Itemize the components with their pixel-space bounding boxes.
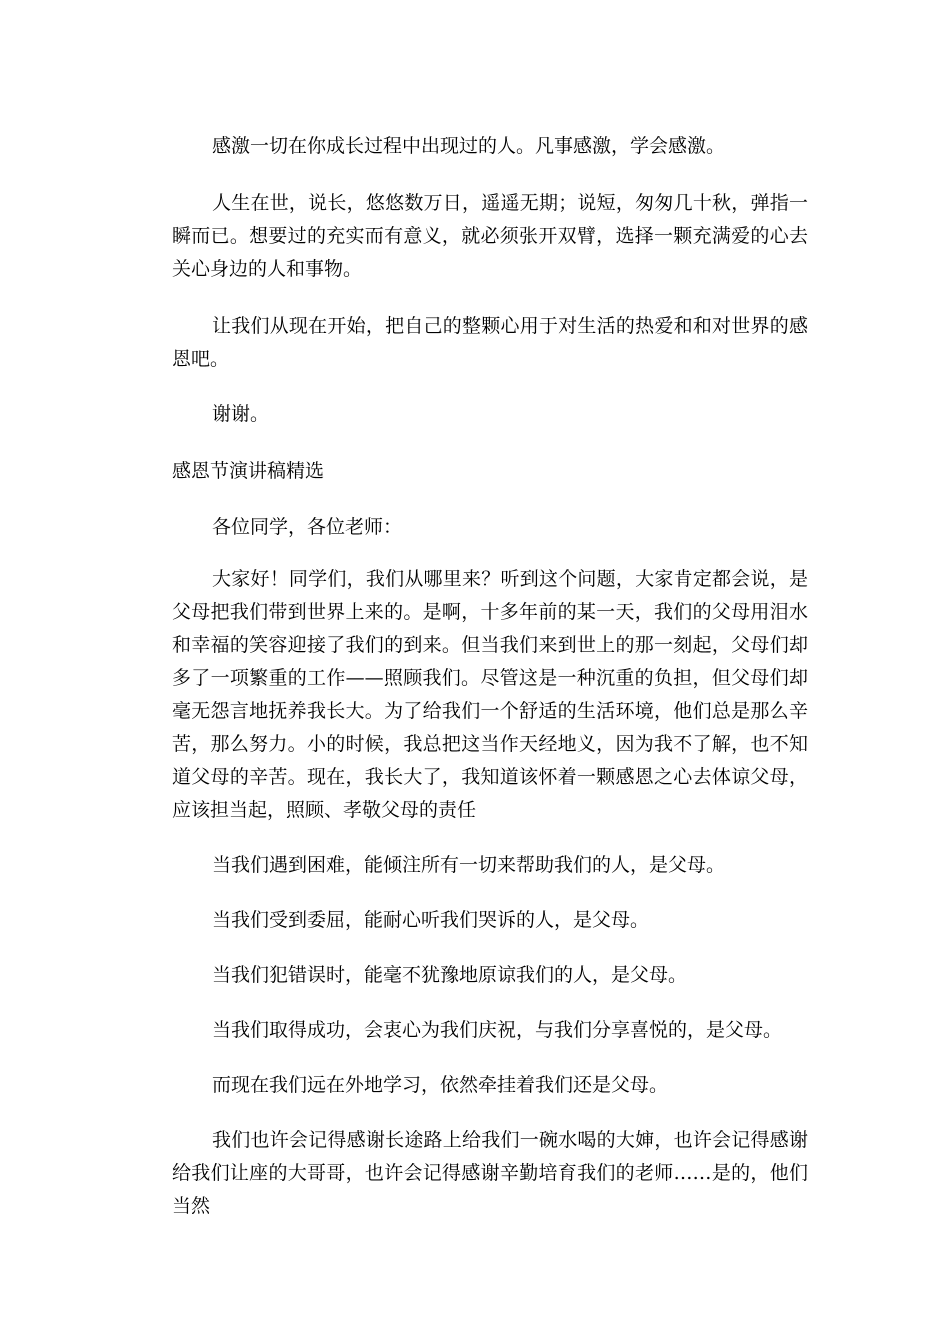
section-heading: 感恩节演讲稿精选 — [172, 460, 325, 482]
paragraph-parents-mistake: 当我们犯错误时，能毫不犹豫地原谅我们的人，是父母。 — [212, 964, 688, 986]
paragraph-parents-main: 大家好！同学们，我们从哪里来？听到这个问题，大家肯定都会说，是父母把我们带到世界上来的。是啊，十多年前的某一天，我们的父母用泪水和幸福的笑容迎接了我们的到来。但当我们来到世上的那一刻起，父母们却多了一项繁重的工作——照顾我们。尽管这是一种沉重的负担，但父母们却毫无怨言地抚养我长大。为了给我们一个舒适的生活环境，他们总是那么辛苦，那么努力。小的时候，我总把这当作天经地义，因为我不了解，也不知道父母的辛苦。现在，我长大了，我知道该怀着一颗感恩之心去体谅父母，应该担当起，照顾、孝敬父母的责任 — [172, 568, 808, 821]
paragraph-start-now: 让我们从现在开始，把自己的整颗心用于对生活的热爱和和对世界的感恩吧。 — [172, 315, 808, 370]
paragraph-thanks: 谢谢。 — [212, 403, 270, 425]
paragraph-life: 人生在世，说长，悠悠数万日，遥遥无期；说短，匆匆几十秋，弹指一瞬而已。想要过的充实而有意义，就必须张开双臂，选择一颗充满爱的心去关心身边的人和事物。 — [172, 192, 808, 280]
paragraph-parents-difficulty: 当我们遇到困难，能倾注所有一切来帮助我们的人，是父母。 — [212, 854, 726, 876]
paragraph-gratitude-intro: 感激一切在你成长过程中出现过的人。凡事感激，学会感激。 — [212, 135, 726, 157]
paragraph-parents-grievance: 当我们受到委屈，能耐心听我们哭诉的人，是父母。 — [212, 909, 650, 931]
paragraph-parents-far: 而现在我们远在外地学习，依然牵挂着我们还是父母。 — [212, 1074, 669, 1096]
paragraph-remember-thanks: 我们也许会记得感谢长途路上给我们一碗水喝的大婶，也许会记得感谢给我们让座的大哥哥，也许会记得感谢辛勤培育我们的老师……是的，他们当然 — [172, 1129, 808, 1217]
paragraph-parents-success: 当我们取得成功，会衷心为我们庆祝，与我们分享喜悦的，是父母。 — [212, 1019, 783, 1041]
paragraph-greeting: 各位同学，各位老师： — [212, 516, 403, 538]
